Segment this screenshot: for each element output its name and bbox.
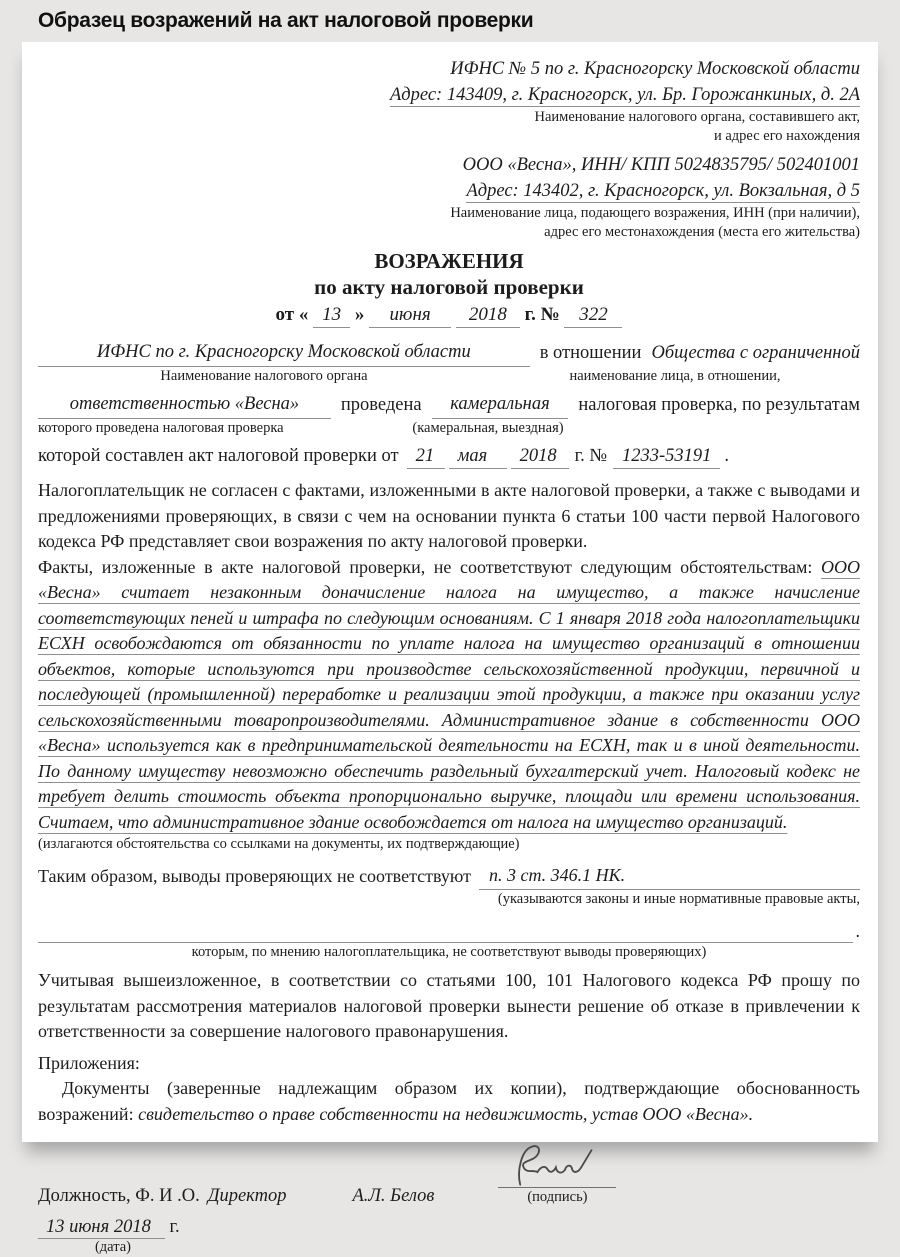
- date-month-field: июня: [369, 304, 451, 328]
- conclusion-prefix: Таким образом, выводы проверяющих не соответствуют: [38, 866, 471, 886]
- tax-authority-block: [38, 56, 860, 146]
- facts-paragraph: [38, 555, 860, 836]
- form-static-check-results: налоговая проверка, по результатам: [578, 395, 860, 415]
- check-type-caption: (камеральная, выездная): [412, 420, 564, 436]
- conclusion-fill-field: п. 3 ст. 346.1 НК.: [479, 862, 860, 890]
- tax-authority-caption-2: и адрес его нахождения: [713, 128, 860, 144]
- date-prefix: от «: [275, 304, 309, 325]
- document-sheet: [22, 42, 878, 1255]
- position-label: Должность, Ф. И .О.: [38, 1186, 200, 1206]
- facts-fill-text: ООО «Весна» считает незаконным доначисление налога на имущество, а также начисление соответствующих пеней и штрафа по следующим основаниям. С 1 января 2018 года налогоплательщики ЕСХН освобождаются от обязанности по уплате налога на имущество организаций в отношении объектов, которые используются при производстве сельскохозяйственной продукции, первичной и последующей (промышленной) переработке и реализации этой продукции, а также при оказании услуг сельскохозяйственными товаропроизводителями. Административное здание в собственности ООО «Весна» используется как в предпринимательской деятельности на ЕСХН, так и в иной деятельности. По данному имуществу невозможно обеспечить раздельный бухгалтерский учет. Налоговый кодекс не требует делить стоимость объекта пропорционально выручке, площади или времени использования. Считаем, что административное здание освобождается от налога на имущество организаций.: [38, 556, 860, 832]
- signature-icon: [509, 1141, 605, 1187]
- conclusion-caption-2: которым, по мнению налогоплательщика, не соответствуют выводы проверяющих): [191, 944, 707, 960]
- tax-authority-address: Адрес: 143409, г. Красногорск, ул. Бр. Горожанкиных, д. 2А: [389, 85, 860, 105]
- entity-caption: наименование лица, в отношении,: [569, 368, 781, 384]
- act-year-field: 2018: [511, 445, 569, 469]
- date-quote-close: »: [354, 304, 365, 325]
- date-suffix: г.: [169, 1217, 180, 1237]
- blank-fill-line: [38, 919, 860, 943]
- attachments-text: Документы (заверенные надлежащим образом их копии), подтверждающие обоснованность возражений:: [38, 1078, 860, 1124]
- taxpayer-address: Адрес: 143402, г. Красногорск, ул. Вокзальная, д 5: [466, 181, 860, 201]
- taxpayer-caption-1: Наименование лица, подающего возражения, ИНН (при наличии),: [450, 205, 860, 221]
- doc-number-field: 322: [564, 304, 622, 328]
- taxpayer-block: [38, 152, 860, 242]
- conclusion-caption-1: (указываются законы и иные нормативные правовые акты,: [497, 891, 860, 907]
- authority-caption: Наименование налогового органа: [160, 368, 368, 384]
- attachments-list: свидетельство о праве собственности на недвижимость, устав ООО «Весна».: [138, 1103, 754, 1124]
- taxpayer-caption-2: адрес его местонахождения (места его жительства): [544, 224, 860, 240]
- act-number-field: 1233-53191: [613, 445, 720, 469]
- act-number-label: г. №: [574, 446, 607, 466]
- act-line-period: .: [724, 446, 730, 466]
- act-month-field: мая: [449, 445, 507, 469]
- date-day-field: 13: [313, 304, 350, 328]
- form-static-conducted: проведена: [340, 395, 422, 415]
- tax-authority-caption-1: Наименование налогового органа, составившего акт,: [534, 109, 860, 125]
- signature-caption: (подпись): [527, 1189, 588, 1205]
- form-line-check-type-captions: [38, 419, 860, 438]
- position-value: Директор: [207, 1186, 287, 1206]
- signature-line: [498, 1141, 616, 1188]
- document-title: ВОЗРАЖЕНИЯ: [374, 249, 524, 273]
- form-line-check-type: [38, 390, 860, 419]
- date-caption: (дата): [94, 1239, 132, 1255]
- date-value-field: 13 июня 2018: [38, 1217, 165, 1239]
- tax-authority-name: ИФНС № 5 по г. Красногорску Московской области: [450, 59, 860, 79]
- signature-row: [38, 1141, 860, 1207]
- conclusion-line: [38, 862, 860, 890]
- request-paragraph: Учитывая вышеизложенное, в соответствии со статьями 100, 101 Налогового кодекса РФ прошу по результатам рассмотрения материалов налоговой проверки вынести решение об отказе в привлечении к ответственности за совершение налогового правонарушения.: [38, 970, 860, 1041]
- disagreement-paragraph: Налогоплательщик не согласен с фактами, изложенными в акте налоговой проверки, а также с выводами и предложениями проверяющих, в связи с чем на основании пункта 6 статьи 100 части первой Налогового кодекса РФ представляет свои возражения по акту налоговой проверки.: [38, 480, 860, 551]
- document-subtitle: по акту налоговой проверки: [314, 275, 584, 299]
- blank-underline: [38, 921, 853, 943]
- form-line-authority-captions: [38, 367, 860, 386]
- attachments-heading: Приложения:: [38, 1052, 140, 1073]
- form-line-authority: [38, 338, 860, 367]
- facts-intro: Факты, изложенные в акте налоговой проверки, не соответствуют следующим обстоятельствам:: [38, 556, 821, 577]
- form-static-regarding: в отношении: [539, 343, 642, 363]
- page-title: Образец возражений на акт налоговой проверки: [38, 9, 534, 32]
- document-date-line: [38, 300, 860, 330]
- act-day-field: 21: [407, 445, 445, 469]
- date-row: [38, 1217, 860, 1238]
- doc-number-label: г. №: [524, 304, 560, 325]
- authority-fill-field: ИФНС по г. Красногорску Московской области: [38, 338, 530, 367]
- entity-name-part1: Общества с ограниченной: [651, 343, 860, 363]
- attachments-paragraph: [38, 1076, 860, 1127]
- entity-check-caption: которого проведена налоговая проверка: [38, 420, 284, 436]
- check-type-field: камеральная: [432, 390, 569, 419]
- blank-line-period: .: [855, 921, 860, 941]
- entity-name-part2-field: ответственностью «Весна»: [38, 390, 331, 419]
- act-date-prefix: которой составлен акт налоговой проверки от: [38, 446, 399, 466]
- signer-name: А.Л. Белов: [352, 1186, 435, 1206]
- taxpayer-name-inn: ООО «Весна», ИНН/ КПП 5024835795/ 502401001: [462, 155, 860, 175]
- signature-block: [498, 1141, 616, 1207]
- form-line-act-date: [38, 442, 860, 470]
- date-year-field: 2018: [456, 304, 520, 328]
- facts-caption: (излагаются обстоятельства со ссылками на документы, их подтверждающие): [38, 836, 520, 852]
